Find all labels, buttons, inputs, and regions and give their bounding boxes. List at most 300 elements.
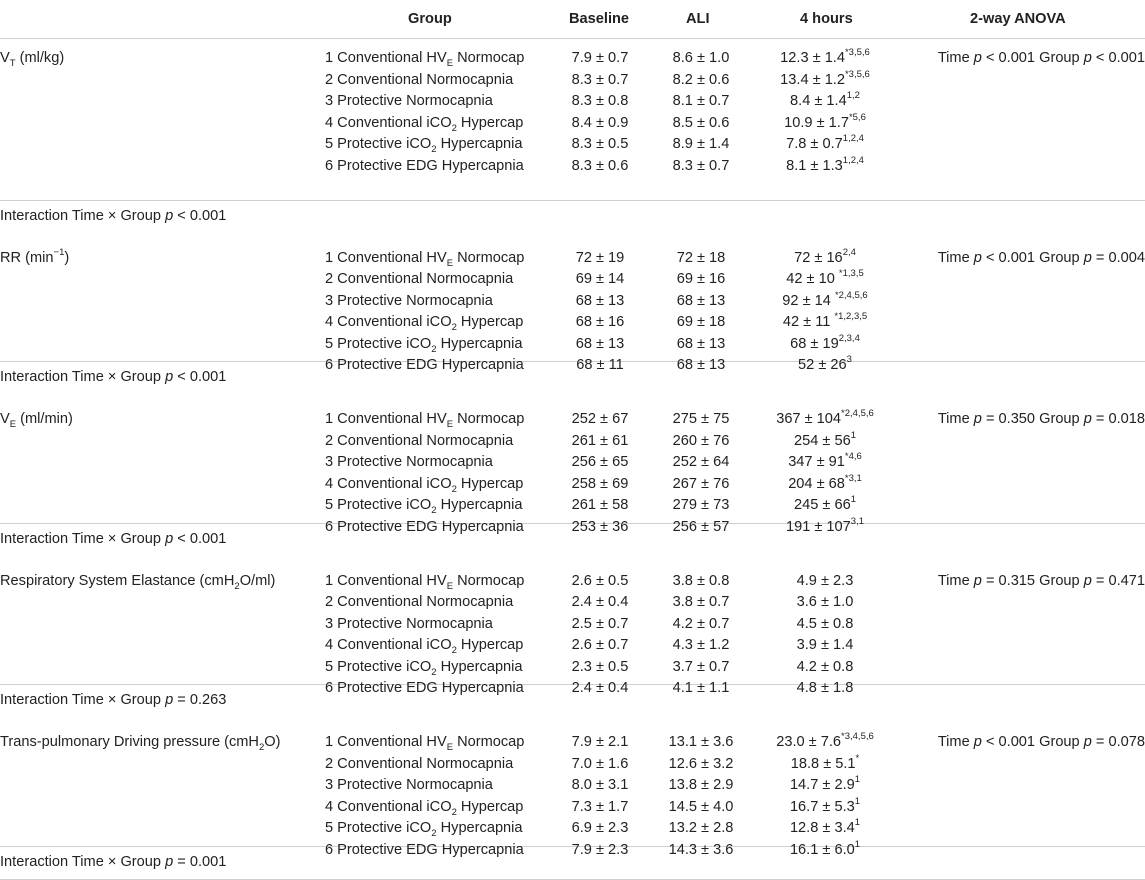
group-name: Conventional Normocapnia (337, 594, 514, 610)
four-hour-mean: 13.4 ± 1.2 (780, 71, 845, 88)
group-number: 3 (325, 777, 338, 793)
four-hour-value (740, 431, 910, 453)
group-number: 4 (325, 314, 338, 330)
four-hour-value (740, 732, 910, 754)
metric-unit: O) (264, 734, 281, 750)
significance-marker: *2,4,5,6 (834, 289, 868, 301)
p-symbol: p (1083, 734, 1092, 750)
four-hour-mean: 8.1 ± 1.3 (786, 157, 843, 174)
group-label (325, 635, 523, 657)
table-section (0, 523, 1145, 696)
group-label (325, 754, 513, 776)
anova-result (938, 248, 1145, 270)
four-hour-value (740, 657, 910, 679)
baseline-value: 72 ± 19 (575, 249, 625, 266)
group-name: Conventional iCO (337, 114, 452, 131)
four-hour-mean: 8.4 ± 1.4 (790, 93, 847, 109)
baseline-value: 8.3 ± 0.8 (571, 93, 629, 109)
metric-label (0, 248, 69, 270)
ali-value: 3.8 ± 0.8 (672, 572, 730, 589)
baseline-value: 2.4 ± 0.4 (571, 680, 629, 696)
significance-marker: *3,5,6 (844, 68, 870, 80)
interaction-value: < 0.001 (173, 207, 227, 224)
four-hour-mean: 254 ± 56 (794, 432, 851, 449)
four-hour-mean: 12.8 ± 3.4 (789, 820, 855, 836)
anova-group-label: Group (1035, 249, 1084, 266)
baseline-value: 69 ± 14 (575, 271, 625, 287)
significance-marker: 1,2 (846, 90, 860, 102)
group-label (325, 474, 523, 496)
group-number: 6 (325, 841, 338, 858)
significance-marker: 3,1 (850, 515, 865, 527)
p-symbol: p (1083, 411, 1092, 427)
significance-marker: *4,6 (844, 451, 862, 463)
group-name: Protective Normocapnia (337, 292, 493, 309)
group-subscript: E (446, 580, 454, 592)
four-hour-mean: 42 ± 11 (782, 314, 835, 330)
ali-value: 8.2 ± 0.6 (672, 71, 730, 88)
significance-marker: *3,1 (844, 472, 862, 484)
significance-marker: 1 (850, 429, 856, 441)
interaction-label: Interaction Time × Group (0, 853, 166, 870)
significance-marker: 1 (854, 838, 861, 850)
ali-value: 8.6 ± 1.0 (672, 50, 730, 66)
group-name: Protective EDG Hypercapnia (337, 157, 524, 174)
four-hour-mean: 191 ± 107 (785, 518, 851, 535)
four-hour-mean: 23.0 ± 7.6 (776, 734, 842, 750)
ali-value: 72 ± 18 (676, 249, 726, 266)
baseline-value: 7.9 ± 0.7 (571, 50, 629, 66)
four-hour-mean: 52 ± 26 (798, 357, 847, 373)
baseline-value: 8.0 ± 3.1 (571, 777, 629, 793)
group-name-suffix: Hypercapnia (436, 497, 523, 513)
ali-value: 14.3 ± 3.6 (668, 841, 734, 858)
group-number: 1 (325, 572, 338, 589)
anova-group-label: Group (1035, 734, 1084, 750)
group-label (325, 334, 523, 356)
group-name: Conventional iCO (337, 314, 452, 330)
ali-value: 8.5 ± 0.6 (672, 114, 730, 131)
ali-value: 275 ± 75 (672, 411, 730, 427)
ali-value: 68 ± 13 (676, 357, 726, 373)
ali-value: 68 ± 13 (676, 292, 726, 309)
metric-label (0, 732, 280, 754)
baseline-value: 6.9 ± 2.3 (571, 820, 629, 836)
interaction-label: Interaction Time × Group (0, 369, 166, 385)
four-hour-value (740, 312, 910, 334)
ali-value: 4.2 ± 0.7 (672, 615, 730, 632)
group-name-suffix: Hypercapnia (436, 658, 523, 675)
baseline-value: 261 ± 58 (571, 497, 629, 513)
metric-name: RR (min (0, 249, 54, 266)
four-hour-value (740, 775, 910, 797)
group-label (325, 775, 493, 797)
ali-value: 260 ± 76 (672, 432, 730, 449)
group-label (325, 797, 523, 819)
baseline-value: 2.5 ± 0.7 (571, 615, 629, 632)
four-hour-mean: 72 ± 16 (794, 249, 843, 266)
four-hour-mean: 16.7 ± 5.3 (789, 798, 855, 815)
group-name-suffix: Normocap (453, 249, 525, 266)
metric-subscript: 2 (258, 741, 265, 753)
significance-marker: *1,3,5 (838, 268, 864, 280)
ali-value: 279 ± 73 (672, 497, 730, 513)
group-label (325, 70, 513, 92)
group-name: Conventional Normocapnia (337, 755, 514, 772)
p-symbol: p (973, 572, 982, 589)
four-hour-mean: 68 ± 19 (790, 335, 839, 352)
baseline-value: 253 ± 36 (571, 518, 629, 535)
interaction-value: = 0.263 (173, 692, 227, 708)
group-label (325, 840, 524, 862)
table-section (0, 38, 1145, 201)
interaction-label: Interaction Time × Group (0, 207, 166, 224)
anova-group-p: = 0.471 (1091, 572, 1145, 589)
group-number: 5 (325, 658, 338, 675)
interaction-line-final (0, 852, 226, 874)
group-name: Protective iCO (337, 820, 432, 836)
four-hour-mean: 12.3 ± 1.4 (780, 50, 845, 66)
group-number: 2 (325, 755, 338, 772)
group-subscript: 2 (431, 504, 437, 516)
group-label (325, 91, 493, 113)
interaction-value: < 0.001 (173, 530, 227, 547)
p-symbol: p (1083, 572, 1092, 589)
significance-marker: *5,6 (848, 111, 866, 123)
group-name-suffix: Normocap (453, 411, 525, 427)
ali-value: 3.8 ± 0.7 (672, 594, 730, 610)
interaction-label: Interaction Time × Group (0, 692, 166, 708)
ali-value: 8.3 ± 0.7 (672, 157, 730, 174)
ali-value: 3.7 ± 0.7 (672, 658, 730, 675)
group-name-suffix: Hypercap (456, 798, 524, 815)
significance-marker: *1,2,3,5 (834, 311, 868, 323)
baseline-value: 2.6 ± 0.7 (571, 637, 629, 653)
ali-value: 68 ± 13 (676, 335, 726, 352)
group-subscript: 2 (431, 666, 437, 678)
baseline-value: 7.9 ± 2.3 (571, 841, 629, 858)
four-hour-value (740, 70, 910, 92)
four-hour-value (740, 452, 910, 474)
group-name: Conventional Normocapnia (337, 432, 514, 449)
anova-time-label: Time (937, 411, 974, 427)
group-name: Protective EDG Hypercapnia (337, 841, 524, 858)
anova-group-p: = 0.078 (1091, 734, 1145, 750)
ali-value: 8.1 ± 0.7 (672, 93, 730, 109)
four-hour-value (740, 797, 910, 819)
group-name: Protective iCO (337, 136, 432, 152)
group-label (325, 156, 524, 178)
baseline-value: 7.0 ± 1.6 (571, 755, 629, 772)
group-label (325, 113, 523, 135)
metric-name: V (0, 411, 10, 427)
group-label (325, 452, 493, 474)
four-hour-value (740, 635, 910, 657)
baseline-value: 7.9 ± 2.1 (571, 734, 629, 750)
group-subscript: 2 (451, 806, 457, 818)
group-label (325, 291, 493, 313)
header-baseline: Baseline (569, 11, 630, 27)
baseline-value: 2.6 ± 0.5 (571, 572, 629, 589)
group-name: Protective iCO (337, 658, 432, 675)
metric-name: Trans-pulmonary Driving pressure (cmH (0, 734, 259, 750)
p-symbol: p (973, 249, 982, 266)
group-subscript: 2 (431, 827, 437, 839)
header-four-hours: 4 hours (800, 11, 853, 27)
group-name: Conventional HV (337, 411, 447, 427)
table-bottom-rule (0, 879, 1145, 880)
four-hour-mean: 18.8 ± 5.1 (790, 755, 856, 772)
four-hour-mean: 42 ± 10 (786, 271, 839, 287)
group-name: Protective Normocapnia (337, 777, 493, 793)
four-hour-value (740, 48, 910, 70)
group-number: 3 (325, 292, 338, 309)
p-symbol: p (165, 530, 174, 547)
anova-result (938, 732, 1145, 754)
four-hour-value (740, 571, 910, 593)
group-name: Protective iCO (337, 335, 432, 352)
group-name: Conventional HV (337, 50, 447, 66)
header-group: Group (408, 11, 452, 27)
baseline-value: 261 ± 61 (571, 432, 629, 449)
group-label (325, 248, 524, 270)
group-subscript: E (446, 257, 454, 269)
p-symbol: p (1083, 50, 1092, 66)
group-label (325, 269, 513, 291)
group-label (325, 657, 523, 679)
significance-marker: 1 (850, 494, 856, 506)
interaction-line (0, 690, 226, 712)
baseline-value: 8.3 ± 0.6 (571, 157, 629, 174)
significance-marker: *3,5,6 (844, 47, 870, 59)
significance-marker: 1 (854, 795, 861, 807)
group-name: Conventional HV (337, 572, 447, 589)
group-name: Protective EDG Hypercapnia (337, 680, 524, 696)
metric-name: Respiratory System Elastance (cmH (0, 572, 235, 589)
ali-value: 8.9 ± 1.4 (672, 136, 730, 152)
group-label (325, 431, 513, 453)
baseline-value: 68 ± 16 (575, 314, 625, 330)
group-number: 3 (325, 615, 338, 632)
group-name-suffix: Normocap (453, 734, 525, 750)
four-hour-mean: 14.7 ± 2.9 (789, 777, 855, 793)
group-number: 6 (325, 157, 338, 174)
group-subscript: 2 (451, 122, 457, 134)
four-hour-mean: 4.5 ± 0.8 (796, 615, 854, 632)
group-number: 3 (325, 93, 338, 109)
baseline-value: 68 ± 13 (575, 335, 625, 352)
p-symbol: p (165, 207, 174, 224)
four-hour-value (740, 818, 910, 840)
ali-value: 252 ± 64 (672, 454, 730, 470)
four-hour-value (740, 91, 910, 113)
group-name: Conventional HV (337, 249, 447, 266)
metric-subscript: T (9, 57, 16, 69)
four-hour-value (740, 334, 910, 356)
p-symbol: p (973, 734, 982, 750)
four-hour-mean: 4.8 ± 1.8 (796, 680, 854, 696)
ali-value: 256 ± 57 (672, 518, 730, 535)
four-hour-mean: 4.2 ± 0.8 (796, 658, 854, 675)
ali-value: 12.6 ± 3.2 (668, 755, 734, 772)
group-number: 4 (325, 798, 338, 815)
anova-time-p: < 0.001 (981, 249, 1036, 266)
four-hour-mean: 16.1 ± 6.0 (789, 841, 855, 858)
p-symbol: p (165, 369, 174, 385)
group-label (325, 571, 524, 593)
four-hour-value (740, 409, 910, 431)
interaction-line (0, 529, 226, 551)
group-label (325, 732, 524, 754)
significance-marker: *2,4,5,6 (841, 408, 874, 420)
metric-unit: (ml/kg) (15, 50, 65, 66)
significance-marker: 1,2,4 (842, 133, 864, 145)
baseline-value: 68 ± 11 (576, 357, 624, 373)
ali-value: 14.5 ± 4.0 (668, 798, 734, 815)
group-number: 1 (325, 50, 338, 66)
group-name-suffix: Hypercap (456, 314, 524, 330)
four-hour-value (740, 840, 910, 862)
baseline-value: 2.4 ± 0.4 (571, 594, 629, 610)
anova-time-label: Time (937, 572, 974, 589)
anova-time-label: Time (937, 734, 974, 750)
group-number: 1 (325, 249, 338, 266)
group-number: 5 (325, 136, 338, 152)
four-hour-value (740, 592, 910, 614)
anova-time-p: < 0.001 (981, 50, 1036, 66)
group-name: Protective Normocapnia (337, 454, 493, 470)
significance-marker: *3,4,5,6 (841, 731, 874, 743)
ali-value: 4.1 ± 1.1 (672, 680, 730, 696)
anova-group-p: = 0.004 (1091, 249, 1145, 266)
p-symbol: p (165, 692, 174, 708)
anova-group-label: Group (1035, 411, 1084, 427)
four-hour-value (740, 754, 910, 776)
group-name: Conventional iCO (337, 637, 452, 653)
header-anova: 2-way ANOVA (970, 11, 1066, 27)
baseline-value: 256 ± 65 (571, 454, 629, 470)
group-name-suffix: Normocap (453, 572, 525, 589)
ali-value: 267 ± 76 (672, 475, 730, 492)
group-name: Conventional iCO (337, 475, 452, 492)
anova-time-p: = 0.315 (981, 572, 1036, 589)
baseline-value: 7.3 ± 1.7 (571, 798, 629, 815)
group-number: 1 (325, 411, 338, 427)
four-hour-mean: 3.9 ± 1.4 (796, 637, 854, 653)
group-label (325, 409, 524, 431)
group-name-suffix: Hypercap (456, 475, 524, 492)
group-name: Protective EDG Hypercapnia (337, 357, 524, 373)
interaction-value: < 0.001 (173, 369, 227, 385)
four-hour-value (740, 156, 910, 178)
four-hour-value (740, 614, 910, 636)
significance-marker: * (855, 752, 860, 764)
metric-label (0, 409, 73, 431)
baseline-value: 68 ± 13 (575, 292, 625, 309)
group-name: Protective Normocapnia (337, 93, 493, 109)
group-label (325, 592, 513, 614)
group-name: Conventional Normocapnia (337, 71, 514, 88)
four-hour-mean: 92 ± 14 (782, 292, 835, 309)
four-hour-mean: 4.9 ± 2.3 (796, 572, 854, 589)
anova-group-p: < 0.001 (1091, 50, 1145, 66)
anova-time-label: Time (937, 249, 974, 266)
metric-subscript: E (9, 418, 17, 430)
group-name-suffix: Hypercapnia (436, 335, 523, 352)
anova-result (938, 409, 1145, 431)
four-hour-mean: 10.9 ± 1.7 (784, 114, 849, 131)
group-subscript: E (446, 418, 454, 430)
group-name-suffix: Hypercap (456, 114, 524, 131)
ali-value: 13.8 ± 2.9 (668, 777, 734, 793)
interaction-line (0, 367, 226, 389)
significance-marker: 1 (854, 817, 861, 829)
group-number: 5 (325, 497, 338, 513)
four-hour-value (740, 248, 910, 270)
anova-group-p: = 0.018 (1091, 411, 1145, 427)
group-number: 5 (325, 820, 338, 836)
baseline-value: 8.3 ± 0.5 (571, 136, 629, 152)
metric-name: V (0, 50, 10, 66)
group-subscript: 2 (451, 644, 457, 656)
baseline-value: 258 ± 69 (571, 475, 629, 492)
group-number: 4 (325, 475, 338, 492)
group-label (325, 614, 493, 636)
metric-label (0, 48, 64, 70)
baseline-value: 252 ± 67 (571, 411, 629, 427)
four-hour-mean: 245 ± 66 (794, 497, 851, 513)
group-number: 3 (325, 454, 338, 470)
interaction-value: = 0.001 (173, 853, 227, 870)
four-hour-mean: 347 ± 91 (788, 454, 845, 470)
group-number: 2 (325, 432, 338, 449)
four-hour-value (740, 113, 910, 135)
ali-value: 69 ± 16 (676, 271, 726, 287)
ali-value: 69 ± 18 (676, 314, 726, 330)
four-hour-value (740, 291, 910, 313)
p-symbol: p (1083, 249, 1092, 266)
group-label (325, 495, 523, 517)
group-label (325, 134, 523, 156)
ali-value: 13.1 ± 3.6 (668, 734, 734, 750)
p-symbol: p (973, 411, 982, 427)
group-number: 6 (325, 518, 338, 535)
anova-group-label: Group (1035, 50, 1084, 66)
group-number: 4 (325, 114, 338, 131)
significance-marker: 3 (846, 354, 852, 366)
group-number: 2 (325, 594, 338, 610)
baseline-value: 8.3 ± 0.7 (571, 71, 629, 88)
four-hour-value (740, 474, 910, 496)
group-subscript: 2 (451, 483, 457, 495)
group-name: Conventional Normocapnia (337, 271, 514, 287)
anova-result (938, 48, 1145, 70)
anova-time-label: Time (937, 50, 974, 66)
metric-label (0, 571, 275, 593)
group-number: 5 (325, 335, 338, 352)
group-name: Conventional HV (337, 734, 447, 750)
significance-marker: 2,3,4 (838, 332, 860, 344)
table-header (0, 0, 1145, 39)
group-label (325, 48, 524, 70)
group-name: Protective EDG Hypercapnia (337, 518, 524, 535)
group-name: Protective Normocapnia (337, 615, 493, 632)
group-name-suffix: Hypercapnia (436, 136, 523, 152)
four-hour-mean: 367 ± 104 (776, 411, 842, 427)
four-hour-value (740, 269, 910, 291)
group-number: 6 (325, 357, 338, 373)
p-symbol: p (973, 50, 982, 66)
